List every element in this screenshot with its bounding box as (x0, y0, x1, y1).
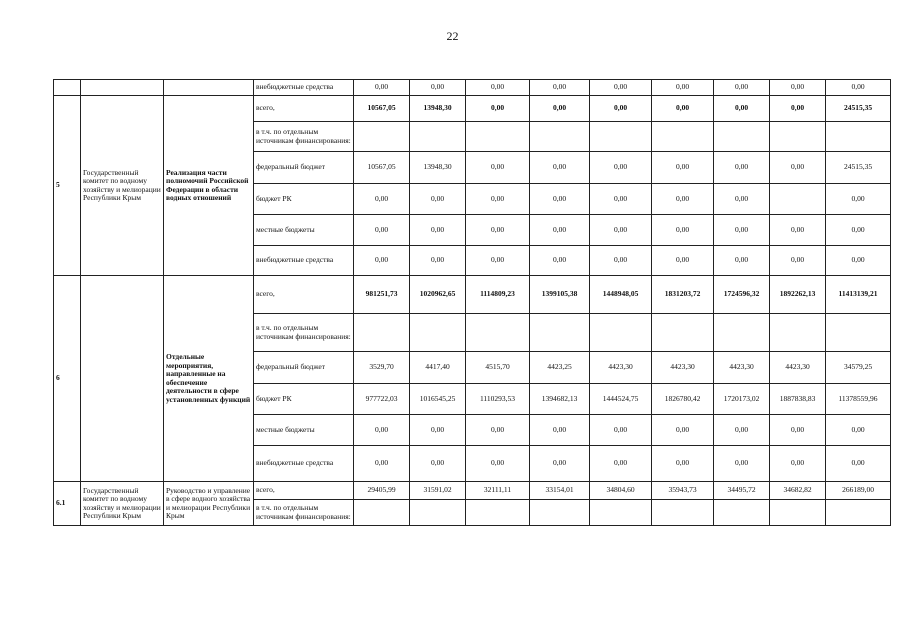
funding-source-cell: внебюджетные средства (254, 80, 354, 96)
value-cell: 0,00 (652, 446, 714, 482)
value-cell (530, 500, 590, 526)
value-cell: 1720173,02 (714, 384, 770, 415)
value-cell: 1394682,13 (530, 384, 590, 415)
value-cell: 0,00 (590, 184, 652, 215)
value-cell: 0,00 (714, 152, 770, 184)
funding-source-cell: в т.ч. по отдельным источникам финансирования: (254, 122, 354, 152)
value-cell: 0,00 (826, 446, 891, 482)
value-cell: 0,00 (652, 80, 714, 96)
value-cell: 34579,25 (826, 352, 891, 384)
value-cell: 13948,30 (410, 96, 466, 122)
value-cell: 4423,25 (530, 352, 590, 384)
value-cell: 0,00 (714, 215, 770, 246)
value-cell: 0,00 (410, 446, 466, 482)
value-cell: 31591,02 (410, 482, 466, 500)
value-cell (652, 122, 714, 152)
value-cell: 0,00 (410, 415, 466, 446)
funding-source-cell: всего, (254, 96, 354, 122)
value-cell: 0,00 (530, 184, 590, 215)
value-cell: 0,00 (530, 96, 590, 122)
value-cell (652, 314, 714, 352)
value-cell (770, 314, 826, 352)
value-cell: 1887838,83 (770, 384, 826, 415)
value-cell: 0,00 (826, 80, 891, 96)
row-number-cell: 6.1 (54, 482, 81, 526)
value-cell: 0,00 (652, 184, 714, 215)
value-cell (530, 314, 590, 352)
value-cell: 0,00 (410, 80, 466, 96)
value-cell: 266189,00 (826, 482, 891, 500)
value-cell: 35943,73 (652, 482, 714, 500)
row-number-cell: 6 (54, 276, 81, 482)
value-cell: 0,00 (590, 415, 652, 446)
value-cell: 0,00 (652, 246, 714, 276)
table-row (54, 276, 891, 314)
value-cell: 0,00 (354, 215, 410, 246)
value-cell: 13948,30 (410, 152, 466, 184)
value-cell (590, 314, 652, 352)
value-cell (530, 122, 590, 152)
responsible-cell: Государственный комитет по водному хозяйству и мелиорации Республики Крым (81, 96, 164, 276)
funding-source-cell: федеральный бюджет (254, 152, 354, 184)
value-cell: 0,00 (826, 215, 891, 246)
value-cell: 0,00 (590, 446, 652, 482)
value-cell: 0,00 (714, 80, 770, 96)
value-cell: 0,00 (466, 96, 530, 122)
responsible-cell (81, 80, 164, 96)
row-number-cell: 5 (54, 96, 81, 276)
value-cell (714, 122, 770, 152)
value-cell (826, 314, 891, 352)
value-cell: 1114809,23 (466, 276, 530, 314)
value-cell (714, 500, 770, 526)
funding-source-cell: внебюджетные средства (254, 246, 354, 276)
value-cell (590, 500, 652, 526)
value-cell (652, 500, 714, 526)
value-cell: 0,00 (354, 415, 410, 446)
value-cell: 0,00 (714, 446, 770, 482)
funding-source-cell: местные бюджеты (254, 215, 354, 246)
value-cell: 0,00 (826, 184, 891, 215)
value-cell: 1724596,32 (714, 276, 770, 314)
budget-table (53, 79, 891, 526)
value-cell: 0,00 (410, 184, 466, 215)
value-cell: 24515,35 (826, 152, 891, 184)
value-cell: 10567,05 (354, 152, 410, 184)
value-cell: 34682,82 (770, 482, 826, 500)
value-cell: 0,00 (714, 415, 770, 446)
value-cell: 0,00 (590, 152, 652, 184)
measure-name-cell: Отдельные мероприятия, направленные на обеспечение деятельности в сфере установленных функций (164, 276, 254, 482)
value-cell: 0,00 (826, 415, 891, 446)
value-cell: 24515,35 (826, 96, 891, 122)
value-cell (770, 184, 826, 215)
value-cell (354, 122, 410, 152)
value-cell: 11378559,96 (826, 384, 891, 415)
value-cell: 4423,30 (590, 352, 652, 384)
value-cell: 33154,01 (530, 482, 590, 500)
value-cell: 0,00 (354, 446, 410, 482)
value-cell: 1826780,42 (652, 384, 714, 415)
value-cell: 0,00 (652, 152, 714, 184)
funding-source-cell: в т.ч. по отдельным источникам финансирования: (254, 500, 354, 526)
value-cell: 0,00 (652, 215, 714, 246)
value-cell: 0,00 (590, 80, 652, 96)
value-cell: 0,00 (466, 215, 530, 246)
value-cell: 0,00 (466, 152, 530, 184)
funding-source-cell: бюджет РК (254, 384, 354, 415)
value-cell: 1831203,72 (652, 276, 714, 314)
value-cell: 0,00 (714, 246, 770, 276)
funding-source-cell: всего, (254, 276, 354, 314)
value-cell: 0,00 (530, 415, 590, 446)
value-cell: 0,00 (530, 80, 590, 96)
table-row (54, 80, 891, 96)
value-cell: 34804,60 (590, 482, 652, 500)
value-cell (410, 314, 466, 352)
value-cell: 1020962,65 (410, 276, 466, 314)
table-row (54, 96, 891, 122)
value-cell (466, 500, 530, 526)
funding-source-cell: бюджет РК (254, 184, 354, 215)
measure-name-cell: Реализация части полномочий Российской Федерации в области водных отношений (164, 96, 254, 276)
value-cell: 0,00 (770, 80, 826, 96)
value-cell: 0,00 (530, 446, 590, 482)
value-cell (466, 122, 530, 152)
value-cell: 0,00 (590, 215, 652, 246)
value-cell: 29405,99 (354, 482, 410, 500)
value-cell: 1016545,25 (410, 384, 466, 415)
value-cell (466, 314, 530, 352)
value-cell: 0,00 (714, 184, 770, 215)
value-cell: 981251,73 (354, 276, 410, 314)
value-cell: 0,00 (652, 96, 714, 122)
value-cell: 4417,40 (410, 352, 466, 384)
funding-source-cell: местные бюджеты (254, 415, 354, 446)
value-cell: 0,00 (354, 246, 410, 276)
value-cell (410, 500, 466, 526)
value-cell: 0,00 (530, 246, 590, 276)
value-cell (770, 500, 826, 526)
value-cell: 0,00 (530, 152, 590, 184)
value-cell: 32111,11 (466, 482, 530, 500)
funding-source-cell: в т.ч. по отдельным источникам финансирования: (254, 314, 354, 352)
value-cell: 0,00 (770, 152, 826, 184)
funding-source-cell: внебюджетные средства (254, 446, 354, 482)
value-cell: 0,00 (770, 446, 826, 482)
measure-name-cell: Руководство и управление в сфере водного хозяйства и мелиорации Республики Крым (164, 482, 254, 526)
value-cell: 0,00 (826, 246, 891, 276)
value-cell: 34495,72 (714, 482, 770, 500)
table-row (54, 482, 891, 500)
value-cell: 1448948,05 (590, 276, 652, 314)
value-cell: 1444524,75 (590, 384, 652, 415)
value-cell: 4423,30 (714, 352, 770, 384)
value-cell: 0,00 (466, 246, 530, 276)
value-cell: 0,00 (466, 80, 530, 96)
responsible-cell (81, 276, 164, 482)
value-cell: 0,00 (466, 446, 530, 482)
value-cell: 4423,30 (770, 352, 826, 384)
value-cell: 0,00 (530, 215, 590, 246)
value-cell: 1110293,53 (466, 384, 530, 415)
value-cell: 1892262,13 (770, 276, 826, 314)
value-cell: 0,00 (770, 96, 826, 122)
value-cell: 11413139,21 (826, 276, 891, 314)
value-cell: 0,00 (590, 96, 652, 122)
value-cell: 0,00 (770, 246, 826, 276)
value-cell: 0,00 (770, 215, 826, 246)
value-cell: 0,00 (354, 184, 410, 215)
funding-source-cell: всего, (254, 482, 354, 500)
measure-name-cell (164, 80, 254, 96)
funding-source-cell: федеральный бюджет (254, 352, 354, 384)
value-cell: 0,00 (466, 415, 530, 446)
value-cell: 4515,70 (466, 352, 530, 384)
value-cell (714, 314, 770, 352)
value-cell (590, 122, 652, 152)
value-cell: 4423,30 (652, 352, 714, 384)
value-cell (770, 122, 826, 152)
value-cell: 0,00 (354, 80, 410, 96)
row-number-cell (54, 80, 81, 96)
value-cell: 0,00 (770, 415, 826, 446)
value-cell: 0,00 (714, 96, 770, 122)
value-cell (826, 122, 891, 152)
value-cell (826, 500, 891, 526)
value-cell: 0,00 (410, 246, 466, 276)
value-cell: 0,00 (652, 415, 714, 446)
value-cell: 3529,70 (354, 352, 410, 384)
responsible-cell: Государственный комитет по водному хозяйству и мелиорации Республики Крым (81, 482, 164, 526)
value-cell: 0,00 (466, 184, 530, 215)
page-number: 22 (446, 29, 459, 43)
value-cell: 977722,03 (354, 384, 410, 415)
value-cell (354, 500, 410, 526)
value-cell: 10567,05 (354, 96, 410, 122)
value-cell: 0,00 (410, 215, 466, 246)
value-cell (354, 314, 410, 352)
value-cell: 0,00 (590, 246, 652, 276)
value-cell: 1399105,38 (530, 276, 590, 314)
value-cell (410, 122, 466, 152)
